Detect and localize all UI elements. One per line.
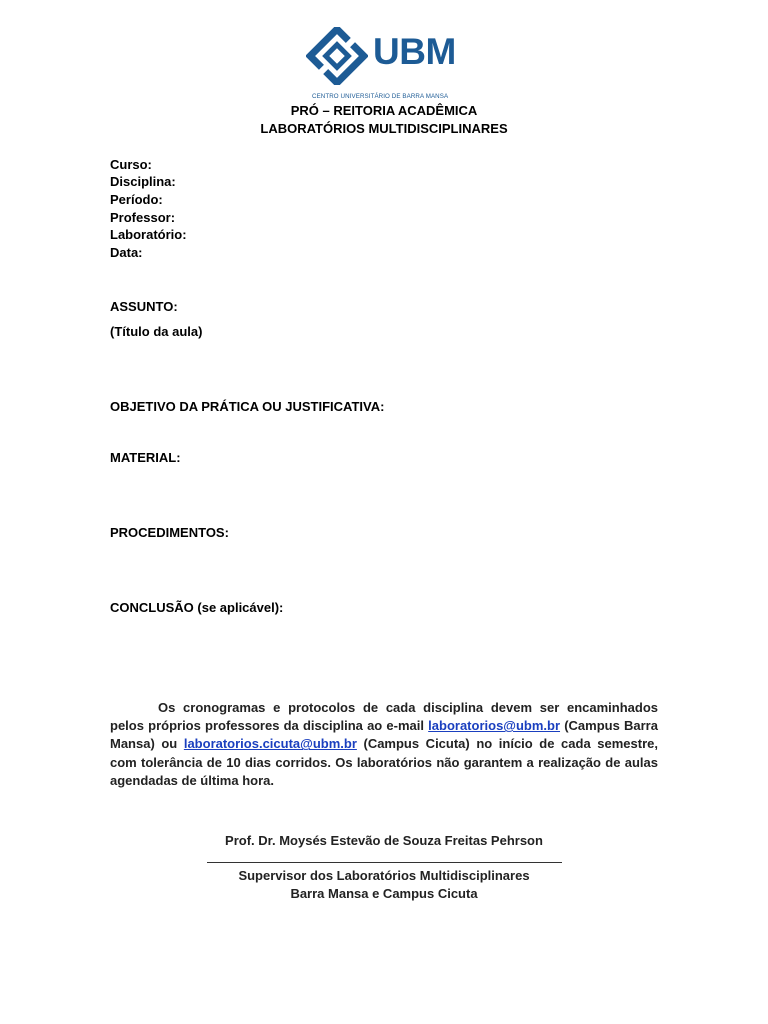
section-titulo-aula: (Título da aula) [110,324,203,339]
section-material: MATERIAL: [110,450,181,465]
field-laboratorio: Laboratório: [110,227,187,242]
signature-title-2: Barra Mansa e Campus Cicuta [290,886,478,901]
ubm-emblem-icon [306,27,368,85]
email-link-barra-mansa[interactable]: laboratorios@ubm.br [428,718,561,734]
notice-text-2: (Campus Barra Mansa) ou [110,718,658,752]
notice-text-1: Os cronogramas e protocolos de cada disciplina devem ser encaminhados pelos próprios professores da disciplina ao e-mail [110,700,658,734]
field-curso: Curso: [110,157,152,172]
section-assunto: ASSUNTO: [110,299,178,314]
email-link-cicuta[interactable]: laboratorios.cicuta@ubm.br [183,736,357,752]
logo-wordmark: UBM [373,31,456,72]
signature-title-1: Supervisor dos Laboratórios Multidisciplinares [238,868,530,883]
section-objetivo: OBJETIVO DA PRÁTICA OU JUSTIFICATIVA: [110,399,385,414]
field-periodo: Período: [110,192,163,207]
header-line-1: PRÓ – REITORIA ACADÊMICA [290,103,478,118]
field-professor: Professor: [110,210,176,225]
section-procedimentos: PROCEDIMENTOS: [110,525,229,540]
header-line-2: LABORATÓRIOS MULTIDISCIPLINARES [260,121,508,136]
field-disciplina: Disciplina: [110,174,176,189]
signature-name: Prof. Dr. Moysés Estevão de Souza Freitas Pehrson [225,833,543,848]
notice-text-3: (Campus Cicuta) no início de cada semestre, com tolerância de 10 dias corridos. Os laboratórios não garantem a realização de aulas agendadas de última hora. [110,736,658,788]
ubm-logo [306,27,466,99]
section-conclusao: CONCLUSÃO (se aplicável): [110,600,284,615]
notice-paragraph [110,699,658,790]
signature-line [207,862,562,863]
field-data: Data: [110,245,143,260]
logo-subtitle: CENTRO UNIVERSITÁRIO DE BARRA MANSA [312,93,449,100]
